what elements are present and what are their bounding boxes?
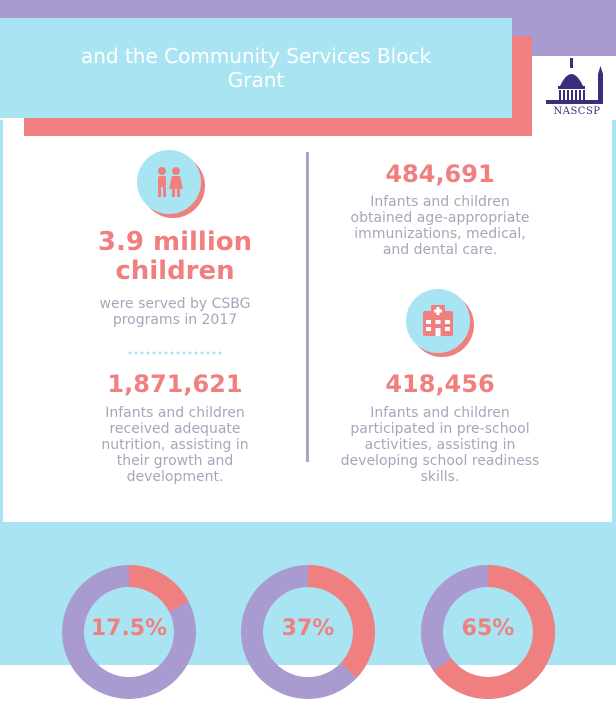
children-icon: [151, 164, 187, 200]
nutrition-description: Infants and children received adequate nutrition, assisting in their growth and development.: [101, 405, 249, 485]
preschool-value: 418,456: [385, 370, 495, 398]
nutrition-value: 1,871,621: [107, 370, 243, 398]
donut-label-2: 37%: [281, 616, 335, 641]
immunizations-value: 484,691: [385, 160, 495, 188]
children-icon-circle: [137, 150, 201, 214]
column-divider: [306, 152, 309, 462]
donut-label-1: 17.5%: [90, 616, 168, 641]
hospital-icon-circle: [406, 289, 470, 353]
donut-label-3: 65%: [461, 616, 515, 641]
children-served-value: [60, 228, 290, 286]
dotted-separator: [127, 351, 222, 355]
immunizations-description: Infants and children obtained age-appropriate immunizations, medical, and dental care.: [350, 194, 530, 258]
hospital-icon: [420, 303, 456, 339]
children-served-line1: 3.9 million: [97, 227, 253, 257]
title-box: [0, 18, 512, 118]
children-served-description: were served by CSBG programs in 2017: [99, 296, 251, 328]
logo-text: NASCSP: [553, 106, 601, 117]
preschool-description: Infants and children participated in pre-school activities, assisting in developing school readiness skills.: [340, 405, 540, 485]
children-served-line2: children: [115, 256, 235, 286]
page-title: and the Community Services Block Grant: [80, 44, 432, 92]
